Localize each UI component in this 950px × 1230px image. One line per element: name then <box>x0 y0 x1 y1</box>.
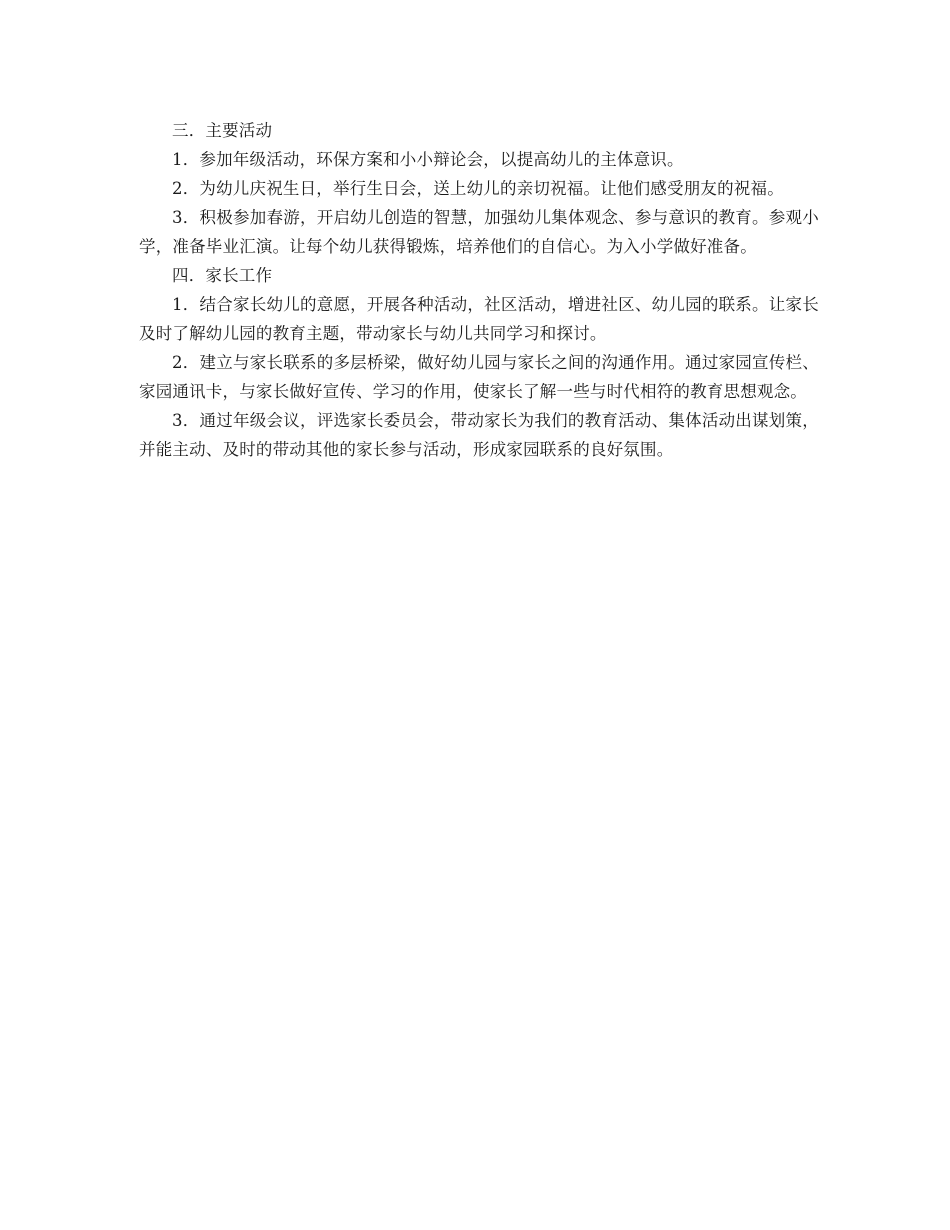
section-heading-parent-work: 四．家长工作 <box>172 266 273 285</box>
paragraph-activity-2: 2．为幼儿庆祝生日，举行生日会，送上幼儿的亲切祝福。让他们感受朋友的祝福。 <box>172 179 784 198</box>
document-page <box>139 116 819 464</box>
section-heading-main-activities: 三．主要活动 <box>172 121 273 140</box>
paragraph-activity-3: 3．积极参加春游，开启幼儿创造的智慧，加强幼儿集体观念、参与意识的教育。参观小学，准备毕业汇演。让每个幼儿获得锻炼，培养他们的自信心。为入小学做好准备。 <box>139 208 819 256</box>
paragraph-parent-2: 2．建立与家长联系的多层桥梁，做好幼儿园与家长之间的沟通作用。通过家园宣传栏、家园通讯卡，与家长做好宣传、学习的作用，使家长了解一些与时代相符的教育思想观念。 <box>139 353 819 401</box>
paragraph-parent-3: 3．通过年级会议，评选家长委员会，带动家长为我们的教育活动、集体活动出谋划策，并能主动、及时的带动其他的家长参与活动，形成家园联系的良好氛围。 <box>139 411 819 459</box>
paragraph-parent-1: 1．结合家长幼儿的意愿，开展各种活动，社区活动，增进社区、幼儿园的联系。让家长及时了解幼儿园的教育主题，带动家长与幼儿共同学习和探讨。 <box>139 295 819 343</box>
paragraph-activity-1: 1．参加年级活动，环保方案和小小辩论会，以提高幼儿的主体意识。 <box>172 150 684 169</box>
